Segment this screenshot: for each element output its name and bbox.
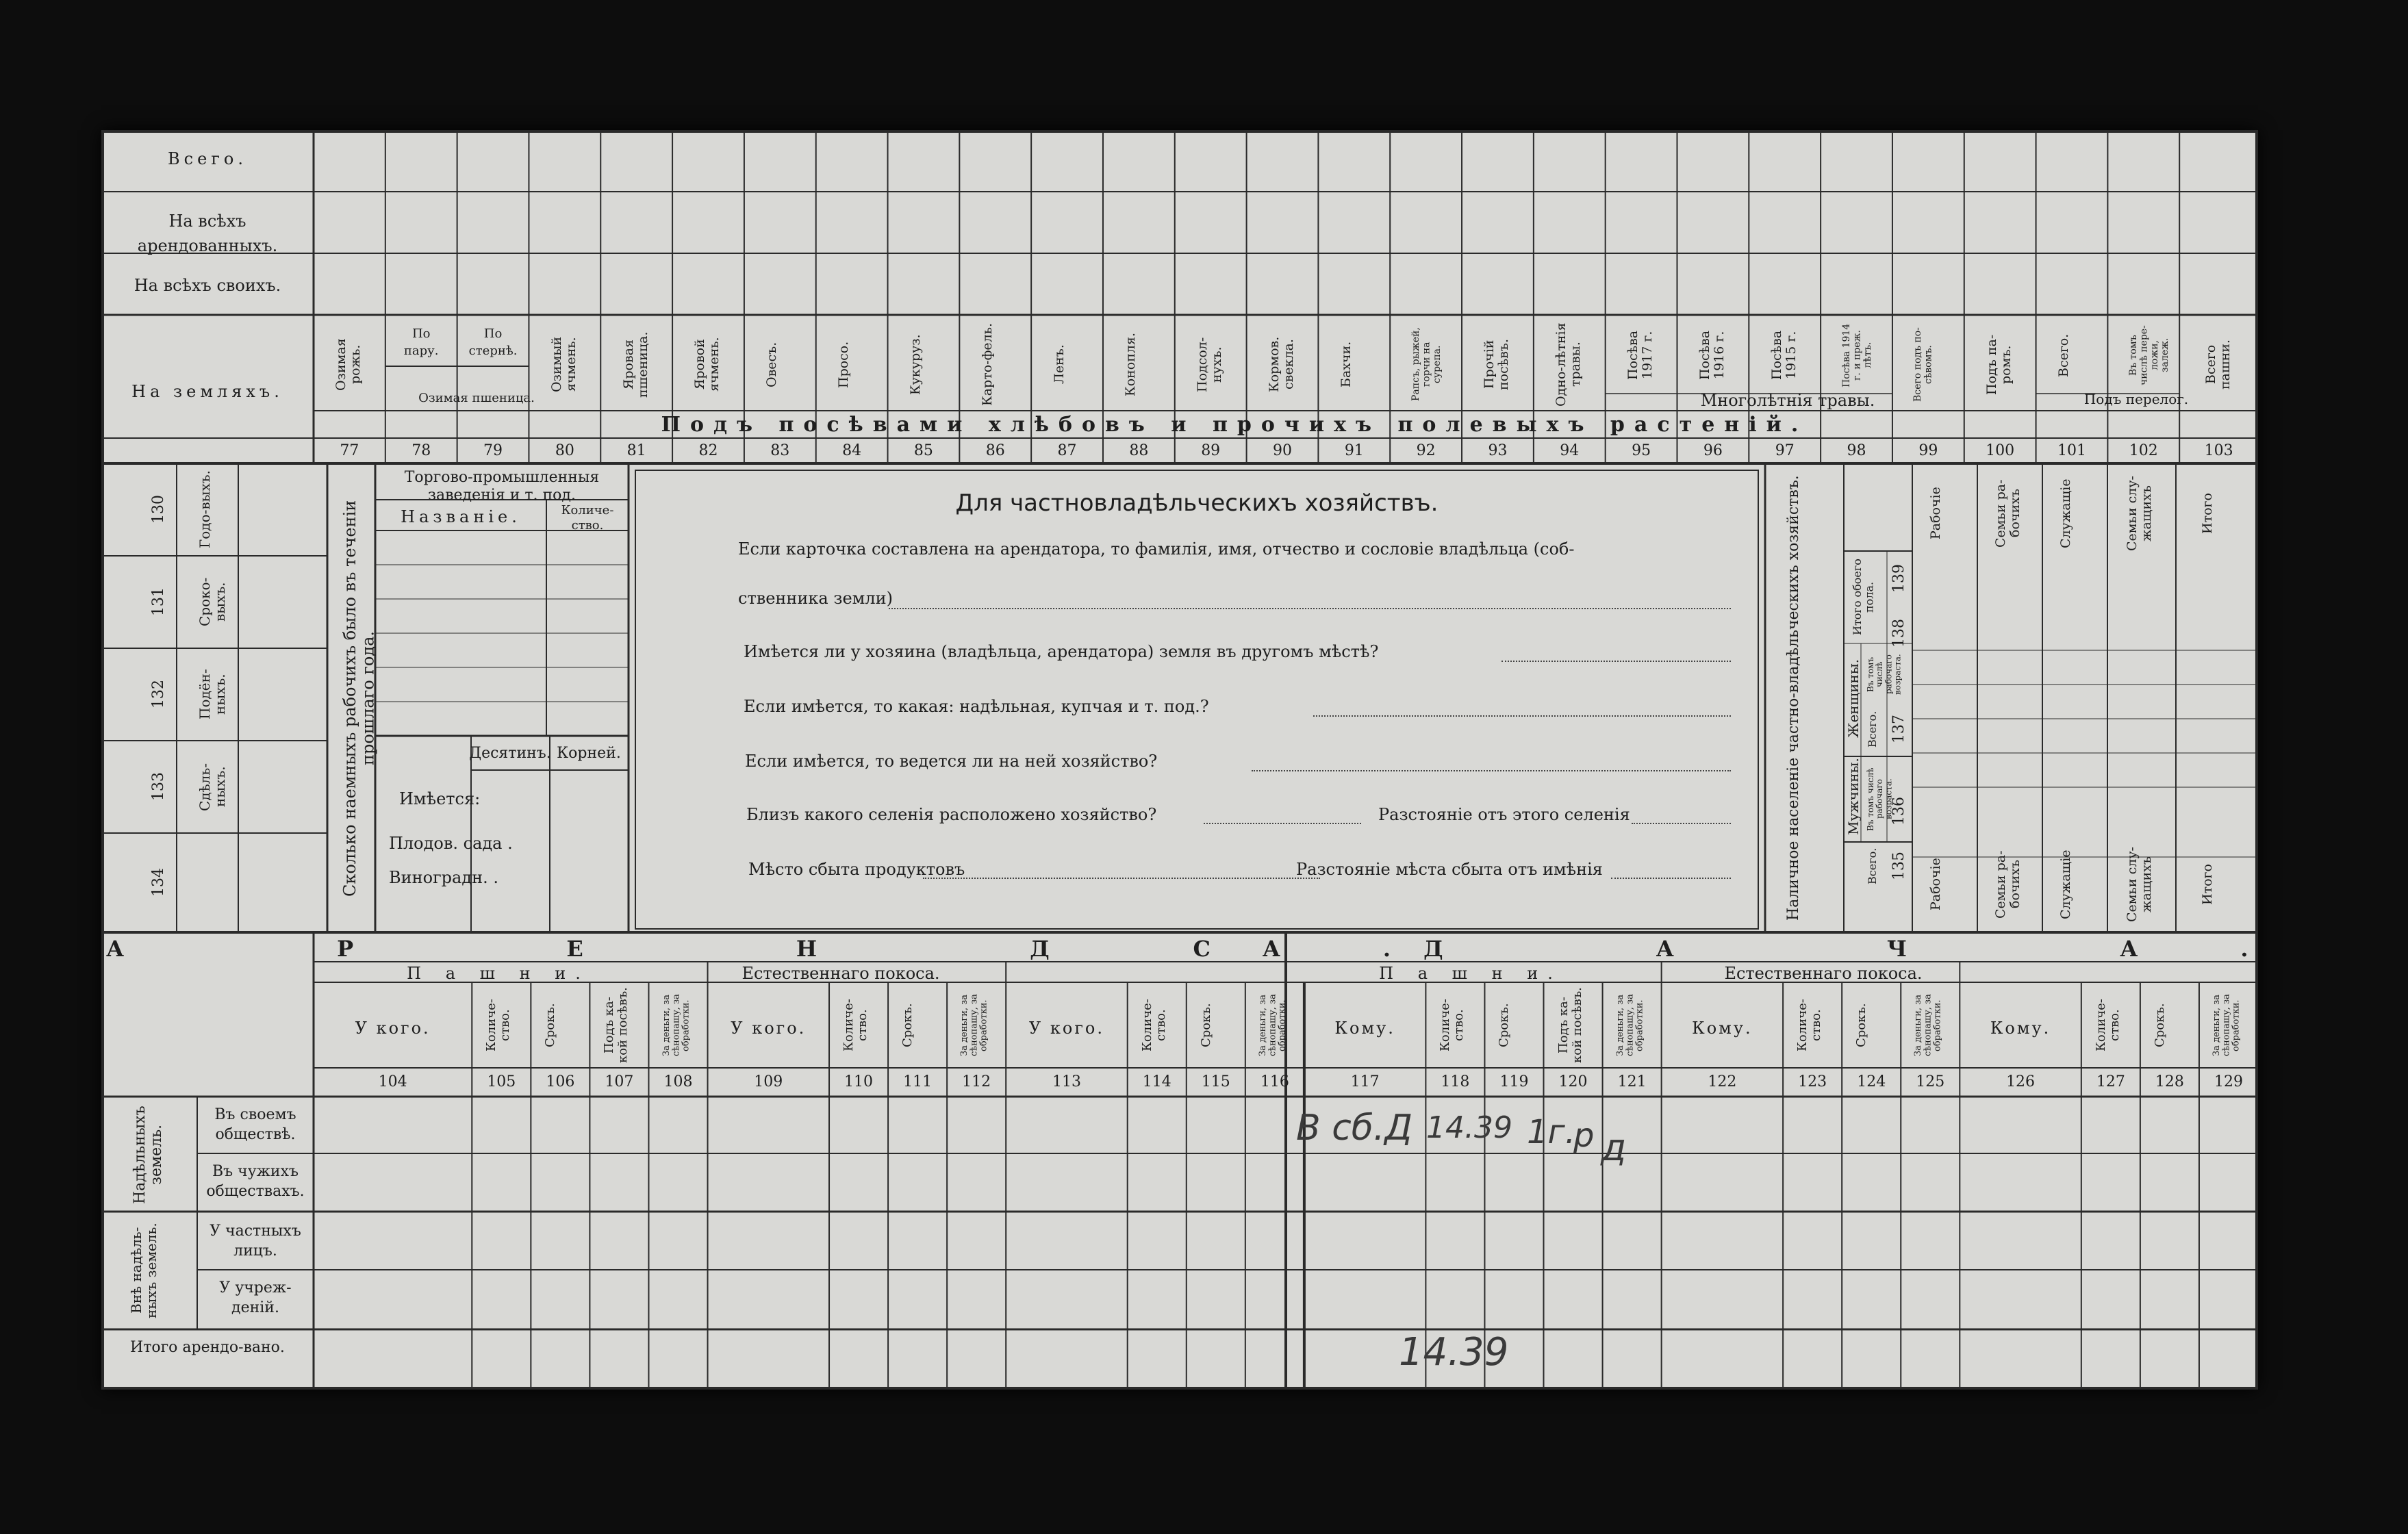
lease-header-123: Количе-ство. xyxy=(1795,999,1823,1052)
handwritten-entry-3: 1г. xyxy=(1527,1113,1576,1151)
lease-num-127: 127 xyxy=(2096,1073,2125,1090)
wheat-group-label: Озимая пшеница. xyxy=(418,391,535,405)
pop-num-138: 138 xyxy=(1890,619,1908,648)
trade-dess-col: Десятинъ. xyxy=(469,745,551,762)
hired-num-130: 130 xyxy=(150,495,167,524)
handwritten-entry-4: р xyxy=(1573,1116,1595,1155)
men-total-label: Всего. xyxy=(1866,847,1879,884)
hired-num-131: 131 xyxy=(150,587,167,617)
staff-header-0: Рабочіе xyxy=(1927,487,1943,540)
q3-answer-line[interactable] xyxy=(1313,715,1731,717)
trade-name-col: Названіе. xyxy=(401,507,521,526)
lease-header-121: За деньги, за сѣнопашу, за обработки. xyxy=(1614,994,1645,1057)
lease-num-109: 109 xyxy=(754,1073,783,1090)
women-total-label: Всего. xyxy=(1866,711,1879,747)
pop-num-136: 136 xyxy=(1890,797,1908,826)
crop-header-94: Одно-лѣтнія травы. xyxy=(1554,322,1584,407)
crop-header-103: Всего пашни. xyxy=(2203,339,2233,390)
row-private: У частныхъ лицъ. xyxy=(210,1223,301,1260)
staff-footer-4: Итого xyxy=(2200,864,2215,905)
crop-num-80: 80 xyxy=(555,442,574,459)
lease-header-119: Срокъ. xyxy=(1497,1003,1512,1048)
lease-header-115: Срокъ. xyxy=(1198,1003,1213,1048)
crop-num-97: 97 xyxy=(1775,442,1795,459)
lease-header-127: Количе-ство. xyxy=(2093,999,2122,1052)
lease-header-112: За деньги, за сѣнопашу, за обработки. xyxy=(959,994,989,1057)
handwritten-entry-2: 14.39 xyxy=(1426,1110,1512,1145)
q6a-answer-line[interactable] xyxy=(923,878,1320,879)
handwritten-entry-1: В сб.Д xyxy=(1296,1108,1413,1149)
hired-label-132: Подён-ныхъ. xyxy=(197,669,228,720)
q5a: Близъ какого селенія расположено хозяйство? xyxy=(746,805,1157,824)
staff-footer-2: Служащіе xyxy=(2057,849,2073,919)
q4: Если имѣется, то ведется ли на ней хозяйство? xyxy=(745,752,1158,771)
lease-header-104: У кого. xyxy=(355,1019,431,1038)
lease-header-109: У кого. xyxy=(731,1019,807,1038)
lease-num-115: 115 xyxy=(1201,1073,1230,1090)
crop-num-84: 84 xyxy=(842,442,862,459)
lease-num-116: 116 xyxy=(1260,1073,1289,1090)
crop-header-98: Посѣва 1914 г. и преж. лѣтъ. xyxy=(1840,323,1873,387)
row-total-leased: Итого арендо-вано. xyxy=(130,1339,285,1356)
lease-header-128: Срокъ. xyxy=(2152,1003,2167,1048)
crop-header-93: Прочій посѣвъ. xyxy=(1482,338,1512,391)
handwritten-entry-5: д xyxy=(1601,1126,1627,1169)
crop-header-99: Всего подъ по-сѣвомъ. xyxy=(1912,327,1934,402)
nadel-label: Надѣльныхъ земель. xyxy=(131,1105,166,1204)
lease-num-119: 119 xyxy=(1499,1073,1529,1090)
crop-num-92: 92 xyxy=(1416,442,1436,459)
lease-num-104: 104 xyxy=(378,1073,407,1090)
crop-num-88: 88 xyxy=(1129,442,1149,459)
staff-footer-0: Рабочіе xyxy=(1927,858,1943,911)
crop-header-90: Кормов. свекла. xyxy=(1267,336,1296,393)
q2-answer-line[interactable] xyxy=(1501,661,1731,662)
population-title: Наличное населеніе частно-владѣльческихъ хозяйствъ. xyxy=(1785,475,1802,921)
lease-header-129: За деньги, за сѣнопашу, за обработки. xyxy=(2211,994,2242,1057)
crop-header-83: Овесъ. xyxy=(764,342,780,387)
crop-header-87: Ленъ. xyxy=(1051,344,1067,385)
row-leased-label: На всѣхъ арендованныхъ. xyxy=(137,212,278,255)
all-total-label: Итого обоего пола. xyxy=(1851,559,1876,636)
crop-num-86: 86 xyxy=(985,442,1005,459)
crop-header-82: Яровой ячмень. xyxy=(692,337,722,392)
grasses-group-label: Многолѣтнія травы. xyxy=(1700,391,1875,410)
lease-header-114: Количе-ство. xyxy=(1139,999,1168,1052)
sdacha-pashni: П а ш н и. xyxy=(1379,964,1562,983)
arenda-title: А Р Е Н Д А. xyxy=(105,936,1494,962)
staff-header-1: Семьи ра-бочихъ xyxy=(1992,479,2023,548)
lease-num-121: 121 xyxy=(1617,1073,1647,1090)
crop-num-103: 103 xyxy=(2204,442,2233,459)
lease-header-105: Количе-ство. xyxy=(484,999,513,1052)
men-label: Мужчины. xyxy=(1845,758,1862,835)
hired-label-133: Сдѣль-ныхъ. xyxy=(197,763,228,811)
q5a-answer-line[interactable] xyxy=(1204,823,1361,824)
lease-header-124: Срокъ. xyxy=(1854,1003,1869,1048)
hired-label-130: Годо-выхъ. xyxy=(197,470,213,549)
crop-num-90: 90 xyxy=(1273,442,1292,459)
row-total-label: Всего. xyxy=(168,149,247,168)
lease-num-122: 122 xyxy=(1708,1073,1737,1090)
lease-header-122: Кому. xyxy=(1692,1019,1753,1038)
lease-header-108: За деньги, за сѣнопашу, за обработки. xyxy=(661,994,692,1057)
crop-header-91: Бахчи. xyxy=(1338,341,1354,388)
crop-header-102: Въ томъ числѣ пере-ложи, залеж. xyxy=(2127,325,2170,385)
q6b-answer-line[interactable] xyxy=(1611,878,1731,879)
staff-header-2: Служащіе xyxy=(2057,478,2073,548)
lease-num-105: 105 xyxy=(487,1073,516,1090)
pop-num-135: 135 xyxy=(1890,852,1908,880)
crop-header-97: Посѣва 1915 г. xyxy=(1769,330,1799,381)
form-grid xyxy=(101,130,2258,1390)
crop-num-99: 99 xyxy=(1918,442,1938,459)
lease-num-113: 113 xyxy=(1052,1073,1081,1090)
q3: Если имѣется, то какая: надѣльная, купчая и т. под.? xyxy=(744,697,1209,716)
crop-num-100: 100 xyxy=(1986,442,2015,459)
private-title: Для частновладѣльческихъ хозяйствъ. xyxy=(955,489,1439,517)
crop-num-87: 87 xyxy=(1057,442,1077,459)
lease-header-126: Кому. xyxy=(1990,1019,2051,1038)
hired-workers-label: Сколько наемныхъ рабочихъ было въ теченіи прошлаго года. xyxy=(340,500,378,897)
crop-header-101: Всего. xyxy=(2055,333,2071,377)
crop-header-88: Конопля. xyxy=(1123,333,1139,397)
q2: Имѣется ли у хозяина (владѣльца, арендатора) земля въ другомъ мѣстѣ? xyxy=(744,642,1379,661)
lease-header-118: Количе-ство. xyxy=(1438,999,1467,1052)
lease-header-106: Срокъ. xyxy=(543,1003,558,1048)
lease-header-111: Срокъ. xyxy=(900,1003,915,1048)
crop-num-96: 96 xyxy=(1703,442,1723,459)
lease-num-118: 118 xyxy=(1441,1073,1470,1090)
trade-qty-col: Количе-ство. xyxy=(561,503,614,533)
staff-header-4: Итого xyxy=(2200,493,2215,534)
row-institutions: У учреж-деній. xyxy=(219,1279,292,1316)
lease-header-117: Кому. xyxy=(1334,1019,1395,1038)
lease-num-114: 114 xyxy=(1142,1073,1171,1090)
hired-num-132: 132 xyxy=(150,680,167,709)
crop-header-81: Яровая пшеница. xyxy=(620,331,650,398)
women-label: Женщины. xyxy=(1845,659,1862,738)
crop-num-98: 98 xyxy=(1847,442,1866,459)
lease-num-117: 117 xyxy=(1350,1073,1380,1090)
pop-num-137: 137 xyxy=(1890,715,1908,743)
crop-header-96: Посѣва 1916 г. xyxy=(1697,330,1727,381)
lease-num-129: 129 xyxy=(2214,1073,2243,1090)
crop-header-92: Рапсъ, рыжей, горчи на сурепа. xyxy=(1410,327,1443,402)
lease-header-125: За деньги, за сѣнопашу, за обработки. xyxy=(1913,994,1943,1057)
lease-num-108: 108 xyxy=(663,1073,693,1090)
women-working-label: Въ томъ числѣ рабочаго возраста. xyxy=(1866,654,1903,695)
q5b: Разстояніе отъ этого селенія xyxy=(1378,805,1630,824)
row-other-society: Въ чужихъ обществахъ. xyxy=(206,1163,305,1200)
census-card xyxy=(101,130,2351,1390)
lease-num-111: 111 xyxy=(903,1073,933,1090)
crop-num-77: 77 xyxy=(340,442,359,459)
crop-num-85: 85 xyxy=(913,442,933,459)
crop-header-86: Карто-фель. xyxy=(979,322,995,407)
q6a: Мѣсто сбыта продуктовъ xyxy=(748,860,965,879)
lease-num-124: 124 xyxy=(1857,1073,1886,1090)
lease-header-113: У кого. xyxy=(1028,1019,1104,1038)
trade-orchard-label: Плодов. сада . xyxy=(389,834,513,853)
q5b-answer-line[interactable] xyxy=(1632,823,1731,824)
staff-footer-1: Семьи ра-бочихъ xyxy=(1992,850,2023,919)
staff-footer-3: Семьи слу-жащихъ xyxy=(2125,847,2154,922)
q1a: Если карточка составлена на арендатора, то фамилія, имя, отчество и сословіе владѣльца (соб- xyxy=(738,539,1575,559)
crop-header-85: Кукуруз. xyxy=(907,334,923,395)
crop-header-80: Озимый ячмень. xyxy=(548,336,579,393)
crop-header-89: Подсол-нухъ. xyxy=(1195,337,1225,392)
lease-num-128: 128 xyxy=(2155,1073,2184,1090)
q1-answer-line[interactable] xyxy=(889,608,1731,609)
q1b: ственника земли) xyxy=(738,589,893,608)
crop-num-101: 101 xyxy=(2057,442,2086,459)
crop-num-89: 89 xyxy=(1201,442,1221,459)
crop-header-77: Озимая рожь. xyxy=(333,338,364,391)
crop-header-100: Подъ па-ромъ. xyxy=(1984,334,2014,395)
lease-num-123: 123 xyxy=(1798,1073,1827,1090)
lease-header-107: Подъ ка-кой посѣвъ. xyxy=(602,987,631,1064)
lease-num-112: 112 xyxy=(962,1073,991,1090)
fallow-group-label: Подъ перелог. xyxy=(2083,391,2189,407)
sdacha-pokos: Естественнаго покоса. xyxy=(1724,964,1923,983)
handwritten-total: 14.39 xyxy=(1399,1330,1509,1375)
lease-num-126: 126 xyxy=(2006,1073,2036,1090)
trade-has-label: Имѣется: xyxy=(399,789,481,808)
crop-num-91: 91 xyxy=(1344,442,1364,459)
men-working-label: Въ томъ числѣ рабочаго возраста. xyxy=(1866,767,1894,831)
lease-header-116: За деньги, за сѣнопашу, за обработки. xyxy=(1257,994,1288,1057)
hired-num-134: 134 xyxy=(150,868,167,897)
q4-answer-line[interactable] xyxy=(1252,770,1731,771)
crop-header-84: Просо. xyxy=(836,341,852,388)
hired-num-133: 133 xyxy=(150,772,167,802)
q6b: Разстояніе мѣста сбыта отъ имѣнія xyxy=(1296,860,1603,879)
vne-label: Внѣ надѣль-ныхъ земель. xyxy=(128,1223,160,1318)
row-own-society: Въ своемъ обществѣ. xyxy=(214,1106,296,1143)
crop-header-79: По стернѣ. xyxy=(468,327,518,359)
lease-num-125: 125 xyxy=(1916,1073,1945,1090)
crop-num-95: 95 xyxy=(1632,442,1651,459)
lease-header-120: Подъ ка-кой посѣвъ. xyxy=(1556,987,1584,1064)
lease-num-107: 107 xyxy=(605,1073,634,1090)
lease-num-110: 110 xyxy=(844,1073,874,1090)
crop-num-78: 78 xyxy=(411,442,431,459)
trade-roots-col: Корней. xyxy=(557,745,621,762)
crop-num-93: 93 xyxy=(1488,442,1508,459)
arenda-pashni: П а ш н и. xyxy=(407,964,590,983)
row-lands-label: На земляхъ. xyxy=(131,382,283,401)
pop-num-139: 139 xyxy=(1890,564,1908,593)
crop-num-102: 102 xyxy=(2129,442,2158,459)
sown-banner: Подъ посѣвами хлѣбовъ и прочихъ полевыхъ растеній. xyxy=(661,413,1808,437)
sdacha-title: С Д А Ч А. xyxy=(1193,936,2351,962)
staff-header-3: Семьи слу-жащихъ xyxy=(2125,476,2154,551)
crop-header-78: По пару. xyxy=(403,327,439,359)
lease-header-110: Количе-ство. xyxy=(841,999,870,1052)
hired-label-131: Сроко-выхъ. xyxy=(197,577,228,627)
crop-num-79: 79 xyxy=(483,442,503,459)
arenda-pokos: Естественнаго покоса. xyxy=(742,964,940,983)
crop-num-82: 82 xyxy=(698,442,718,459)
trade-vineyard-label: Виноградн. . xyxy=(389,868,498,887)
crop-num-83: 83 xyxy=(770,442,790,459)
crop-header-95: Посѣва 1917 г. xyxy=(1625,330,1655,381)
trade-title: Торгово-промышленныя заведенія и т. под. xyxy=(404,469,600,504)
crop-num-94: 94 xyxy=(1560,442,1580,459)
crop-num-81: 81 xyxy=(626,442,646,459)
lease-num-106: 106 xyxy=(546,1073,575,1090)
row-own-label: На всѣхъ своихъ. xyxy=(134,276,281,295)
lease-num-120: 120 xyxy=(1558,1073,1588,1090)
